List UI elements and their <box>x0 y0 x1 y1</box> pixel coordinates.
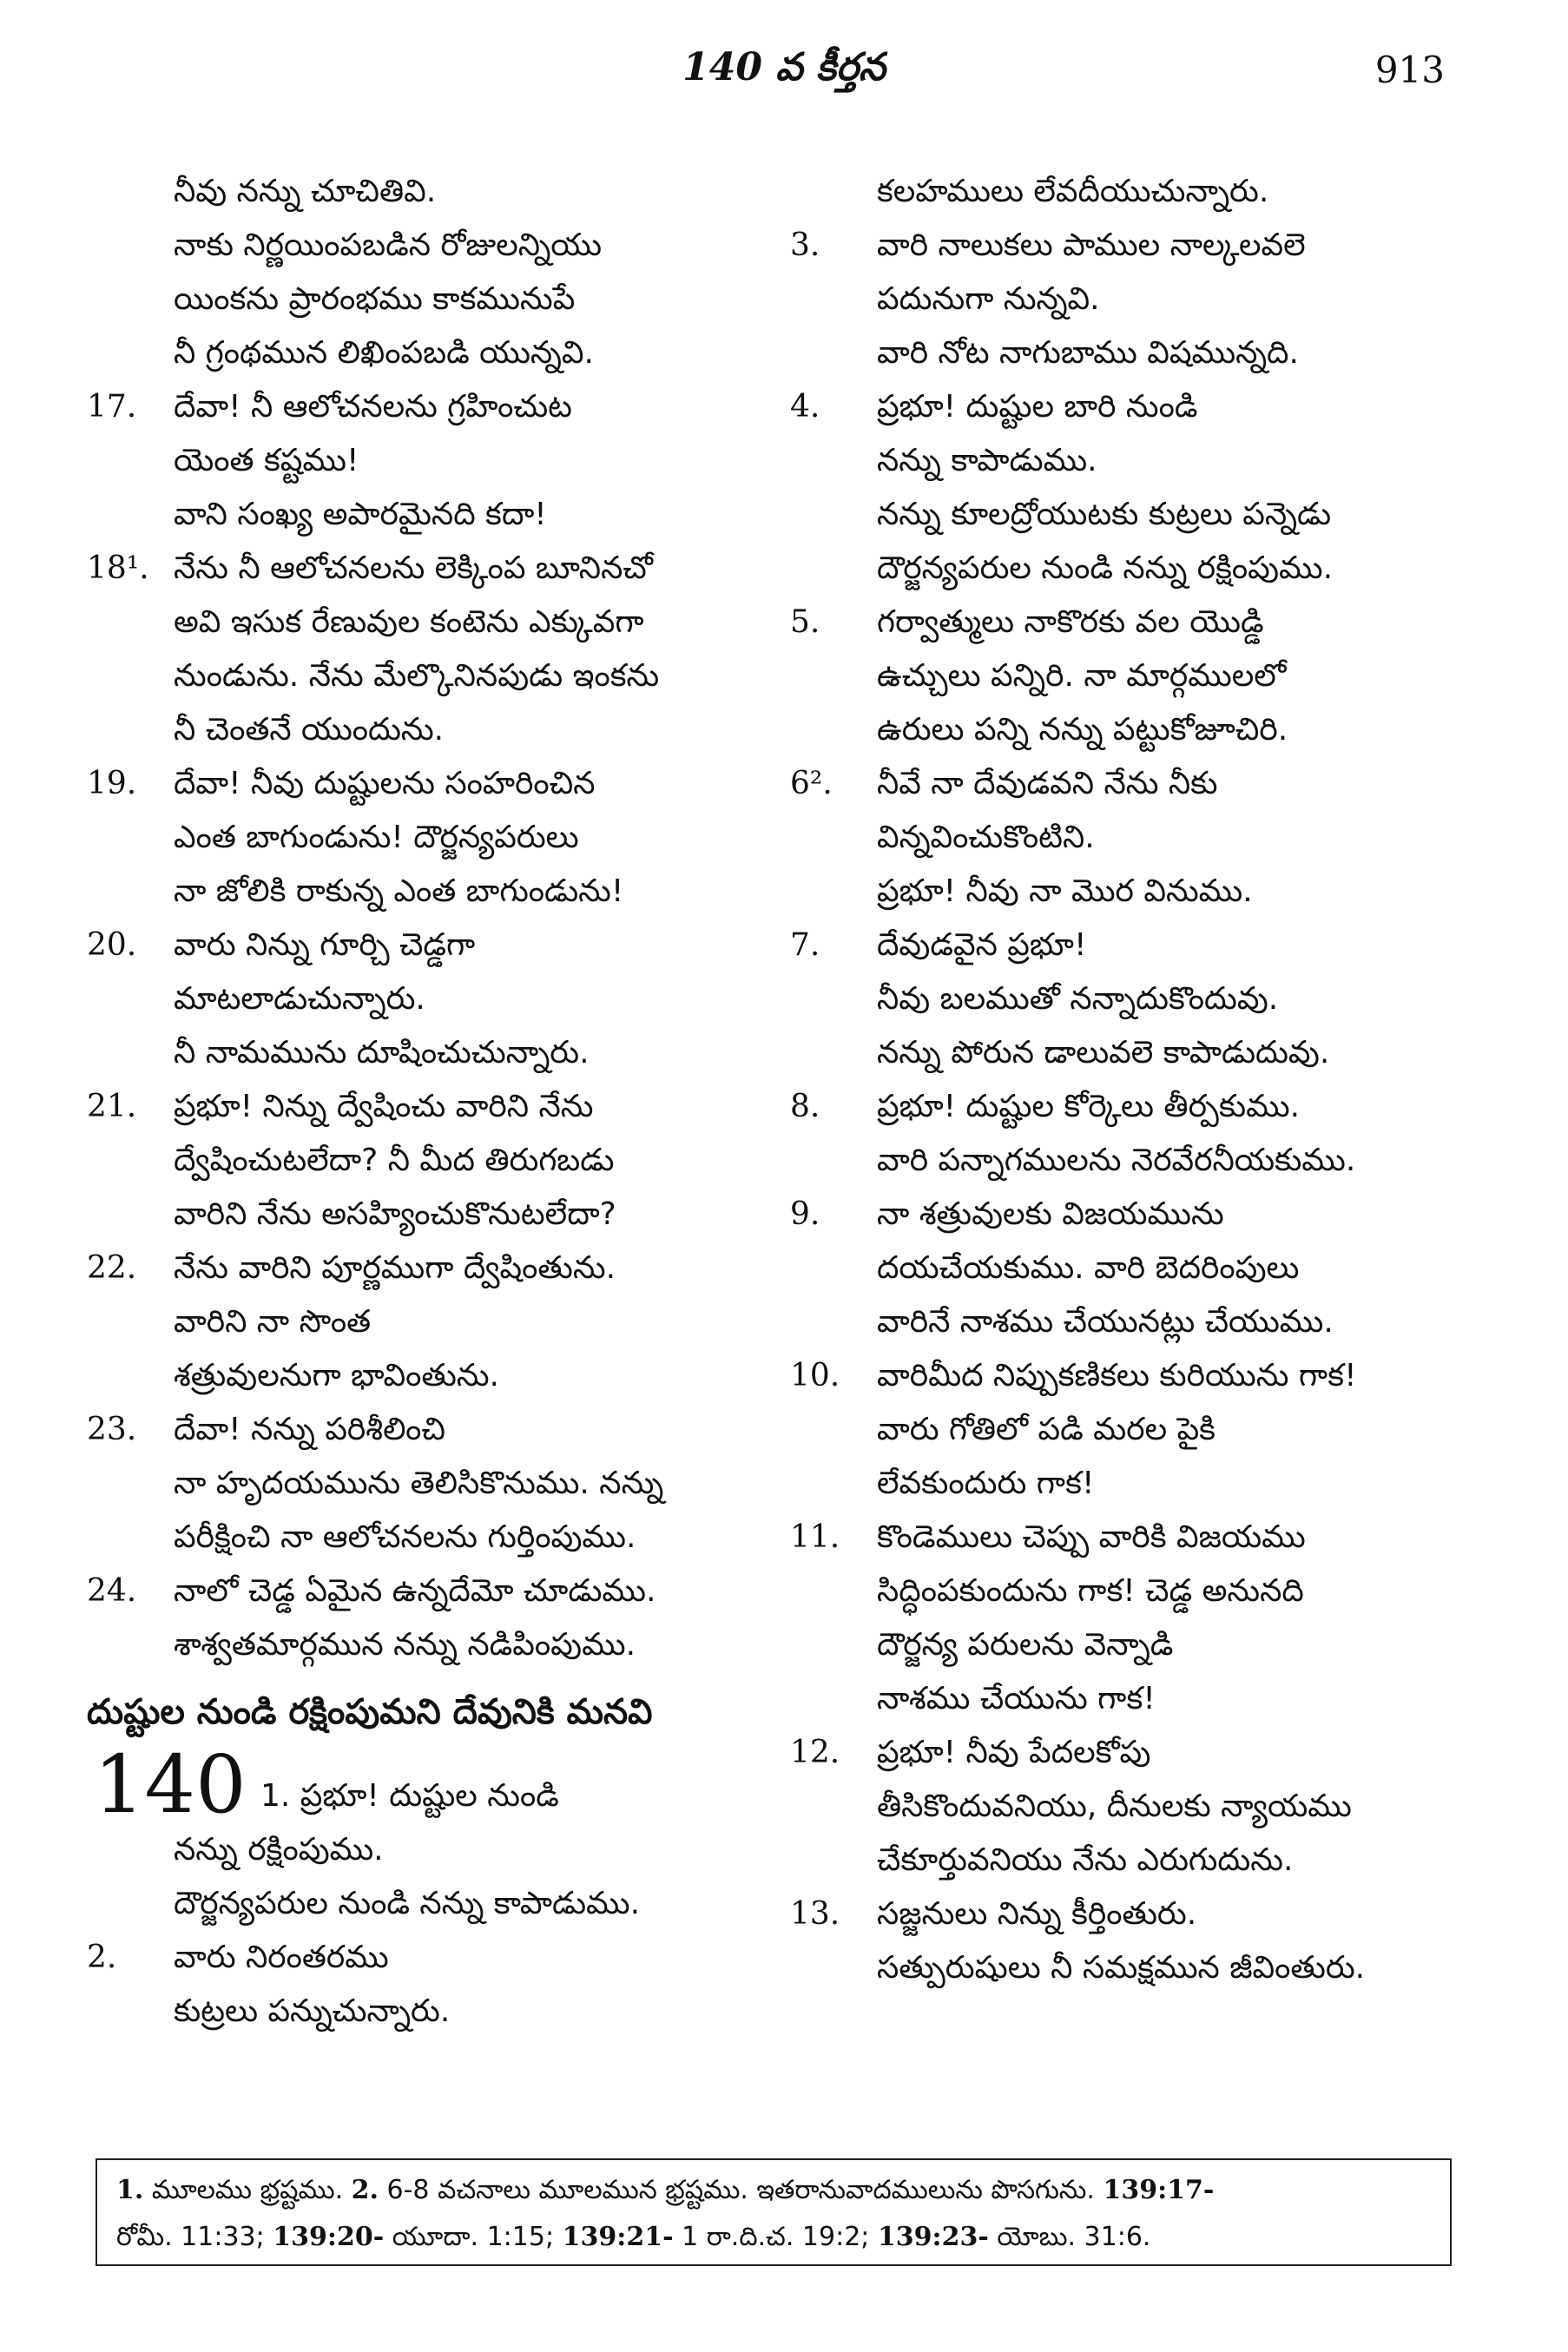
verse-text: వారిమీద నిప్పుకణికలు కురియును గాక! <box>877 1358 1357 1393</box>
verse-text: ప్రభూ! నీవు పేదలకోపు <box>877 1735 1151 1770</box>
verse-line <box>790 1888 1459 1941</box>
psalm-number: 140 <box>94 1738 247 1831</box>
verse-text: ప్రభూ! నీవు నా మొర వినుము. <box>877 873 1253 909</box>
verse-number: 19. <box>87 766 137 801</box>
verse-line <box>87 1242 755 1295</box>
verse-text: నాలో చెడ్డ ఏమైన ఉన్నదేమో చూడుము. <box>174 1573 656 1609</box>
verse-text: వారి నాలుకలు పాముల నాల్కలవలె <box>877 227 1306 263</box>
verse-line <box>790 596 1459 649</box>
verse-text: నీ గ్రంథమున లిఖింపబడి యున్నవి. <box>174 335 594 371</box>
footnote-text: 6-8 వచనాలు మూలమున భ్రష్టము. ఇతరానువాదములును పొసగును. <box>378 2175 1104 2205</box>
verse-text: ఉరులు పన్ని నన్ను పట్టుకోజూచిరి. <box>877 712 1288 748</box>
verse-line <box>790 1780 1459 1834</box>
verse-line <box>87 1985 755 2039</box>
verse-line <box>87 165 755 219</box>
verse-line <box>790 1080 1459 1134</box>
verse-text: ప్రభూ! నిన్ను ద్వేషించు వారిని నేను <box>174 1089 594 1124</box>
verse-line <box>87 1080 755 1134</box>
page-number: 913 <box>1374 49 1445 91</box>
verse-line <box>790 1726 1459 1780</box>
footnote-text: 1 రా.ది.చ. 19:2; <box>673 2222 878 2252</box>
verse-line <box>790 1511 1459 1565</box>
verse-text: నా జోలికి రాకున్న ఎంత బాగుండును! <box>174 873 624 909</box>
verse-line <box>790 1618 1459 1672</box>
verse-text: పదునుగా నున్నవి. <box>877 281 1100 317</box>
footnote-text: యోబు. 31:6. <box>988 2222 1151 2252</box>
verse-text: వారినే నాశము చేయునట్లు చేయుము. <box>877 1304 1334 1340</box>
verse-line <box>790 1565 1459 1618</box>
verse-number: 18¹. <box>87 550 149 586</box>
verse-text: వారి పన్నాగములను నెరవేరనీయకుము. <box>877 1143 1356 1178</box>
verse-text: వారు నిరంతరము <box>174 1940 389 1975</box>
verse-line <box>87 1188 755 1242</box>
verse-line <box>790 1295 1459 1349</box>
verse-line <box>790 1834 1459 1888</box>
psalm-start <box>87 1738 755 1831</box>
verse-text: నీ చెంతనే యుందును. <box>174 712 445 748</box>
verse-line <box>87 757 755 811</box>
verse-text: నాశము చేయును గాక! <box>877 1681 1156 1716</box>
verse-text: దేవుడవైన ప్రభూ! <box>877 927 1087 963</box>
verse-line <box>790 219 1459 273</box>
verse-number: 3. <box>790 227 820 263</box>
verse-number: 9. <box>790 1196 820 1232</box>
verse-text: దౌర్జన్యపరుల నుండి నన్ను రక్షింపుము. <box>877 550 1334 586</box>
verse-line <box>790 703 1459 757</box>
verse-text: నా హృదయమును తెలిసికొనుము. నన్ను <box>174 1466 664 1501</box>
verse-line <box>87 1134 755 1188</box>
verse-text: కలహములు లేవదీయుచున్నారు. <box>877 174 1269 209</box>
section-heading: దుష్టుల నుండి రక్షింపుమని దేవునికి మనవి <box>87 1692 653 1732</box>
verse-text: నన్ను పోరున డాలువలె కాపాడుదువు. <box>877 1035 1330 1071</box>
verse-line <box>790 1672 1459 1726</box>
verse-text: కొండెములు చెప్పు వారికి విజయము <box>877 1519 1306 1555</box>
verse-text: దేవా! నీ ఆలోచనలను గ్రహించుట <box>174 389 572 425</box>
verse-line <box>87 1823 755 1877</box>
verse-text: నీవు బలముతో నన్నాదుకొందువు. <box>877 981 1279 1017</box>
verse-line <box>790 1134 1459 1188</box>
verse-line <box>87 1295 755 1349</box>
verse-text: సత్పురుషులు నీ సమక్షమున జీవింతురు. <box>877 1950 1366 1986</box>
verse-line <box>87 1877 755 1931</box>
verse-text: నీవు నన్ను చూచితివి. <box>174 174 437 209</box>
verse-number: 7. <box>790 927 820 963</box>
verse-text: ఎంత బాగుండును! దౌర్జన్యపరులు <box>174 820 579 855</box>
verse-line <box>790 865 1459 919</box>
footnote-line-1 <box>116 2167 1431 2214</box>
verse-number: 5. <box>790 604 820 640</box>
footnote-text: యూదా. 1:15; <box>384 2222 563 2252</box>
verse-text: నన్ను కూలద్రోయుటకు కుట్రలు పన్నెడు <box>877 497 1332 532</box>
verse-number: 2. <box>87 1940 117 1975</box>
cross-reference: 139:17- <box>1103 2175 1215 2205</box>
verse-text: ఉచ్చులు పన్నిరి. నా మార్గములలో <box>877 658 1287 694</box>
verse-line <box>790 1188 1459 1242</box>
verse-line <box>87 488 755 542</box>
cross-reference: 139:23- <box>877 2222 989 2252</box>
right-column <box>790 165 1459 1995</box>
verse-text: లేవకుందురు గాక! <box>877 1466 1095 1501</box>
verse-line <box>790 434 1459 488</box>
verse-text: దేవా! నన్ను పరిశీలించి <box>174 1412 446 1447</box>
verse-line <box>87 649 755 703</box>
verse-text: కుట్రలు పన్నుచున్నారు. <box>174 1993 451 2029</box>
verse-line <box>790 326 1459 380</box>
verse-line <box>87 1618 755 1672</box>
verse-number: 8. <box>790 1089 820 1124</box>
verse-line <box>87 1931 755 1985</box>
verse-line <box>790 919 1459 972</box>
verse-text: అవి ఇసుక రేణువుల కంటెను ఎక్కువగా <box>174 604 644 640</box>
psalm-first-verse: 1. ప్రభూ! దుష్టుల నుండి <box>260 1778 559 1814</box>
verse-text: నేను నీ ఆలోచనలను లెక్కింప బూనినచో <box>174 550 653 586</box>
verse-text: నన్ను రక్షింపుము. <box>174 1832 384 1868</box>
verse-line <box>87 1511 755 1565</box>
verse-text: దౌర్జన్య పరులను వెన్నాడి <box>877 1627 1174 1663</box>
left-column <box>87 165 755 2039</box>
verse-number: 22. <box>87 1250 137 1286</box>
verse-line <box>87 542 755 596</box>
verse-text: దేవా! నీవు దుష్టులను సంహరించిన <box>174 766 596 801</box>
footnote-marker: 2. <box>351 2175 379 2205</box>
verse-line <box>87 1565 755 1618</box>
verse-number: 12. <box>790 1735 840 1770</box>
verse-text: గర్వాత్ములు నాకొరకు వల యొడ్డి <box>877 604 1264 640</box>
verse-text: వారిని నేను అసహ్యించుకొనుటలేదా? <box>174 1196 616 1232</box>
footnote-box <box>96 2158 1452 2266</box>
verse-number: 20. <box>87 927 137 963</box>
verse-number: 17. <box>87 389 137 425</box>
verse-line <box>790 165 1459 219</box>
verse-text: యింకను ప్రారంభము కాకమునుపే <box>174 281 576 317</box>
verse-number: 23. <box>87 1412 137 1447</box>
verse-text: ప్రభూ! దుష్టుల కోర్కెలు తీర్పకుము. <box>877 1089 1301 1124</box>
verse-line <box>790 1457 1459 1511</box>
verse-text: వారి నోట నాగుబాము విషమున్నది. <box>877 335 1299 371</box>
verse-text: నుండును. నేను మేల్కొనినపుడు ఇంకను <box>174 658 660 694</box>
verse-text: నా శత్రువులకు విజయమును <box>877 1196 1224 1232</box>
verse-text: పరీక్షించి నా ఆలోచనలను గుర్తింపుము. <box>174 1519 636 1555</box>
verse-text: సిద్ధింపకుందును గాక! చెడ్డ అనునది <box>877 1573 1304 1609</box>
verse-line <box>87 380 755 434</box>
verse-text: వారు గోతిలో పడి మరల పైకి <box>877 1412 1216 1447</box>
verse-text: శత్రువులనుగా భావింతును. <box>174 1358 500 1393</box>
verse-number: 6². <box>790 766 833 801</box>
verse-line <box>87 596 755 649</box>
verse-line <box>790 488 1459 542</box>
verse-line <box>790 811 1459 865</box>
verse-text: నాకు నిర్ణయింపబడిన రోజులన్నియు <box>174 227 603 263</box>
verse-text: దయచేయకుము. వారి బెదరింపులు <box>877 1250 1300 1286</box>
verse-number: 10. <box>790 1358 840 1393</box>
verse-line <box>87 865 755 919</box>
verse-number: 11. <box>790 1519 840 1555</box>
verse-line <box>790 542 1459 596</box>
verse-line <box>87 703 755 757</box>
verse-line <box>790 972 1459 1026</box>
verse-text: ద్వేషించుటలేదా? నీ మీద తిరుగబడు <box>174 1143 615 1178</box>
verse-line <box>87 219 755 273</box>
verse-text: నీ నామమును దూషించుచున్నారు. <box>174 1035 590 1071</box>
verse-text: దౌర్జన్యపరుల నుండి నన్ను కాపాడుము. <box>174 1886 641 1921</box>
verse-line <box>790 757 1459 811</box>
verse-line <box>790 1403 1459 1457</box>
verse-line <box>87 972 755 1026</box>
verse-number: 4. <box>790 389 820 425</box>
verse-number: 13. <box>790 1896 840 1932</box>
verse-text: వారిని నా సొంత <box>174 1304 372 1340</box>
verse-line <box>790 1941 1459 1995</box>
verse-text: శాశ్వతమార్గమున నన్ను నడిపింపుము. <box>174 1627 636 1663</box>
footnote-marker: 1. <box>116 2175 144 2205</box>
verse-line <box>87 919 755 972</box>
verse-text: మాటలాడుచున్నారు. <box>174 981 425 1017</box>
verse-line <box>790 273 1459 326</box>
verse-line <box>87 1457 755 1511</box>
verse-text: నీవే నా దేవుడవని నేను నీకు <box>877 766 1218 801</box>
cross-reference: 139:21- <box>562 2222 674 2252</box>
verse-text: విన్నవించుకొంటిని. <box>877 820 1095 855</box>
verse-text: వాని సంఖ్య అపారమైనది కదా! <box>174 497 547 532</box>
verse-line <box>87 811 755 865</box>
verse-line <box>790 1242 1459 1295</box>
verse-line <box>87 1026 755 1080</box>
verse-text: చేకూర్తువనియు నేను ఎరుగుదును. <box>877 1842 1294 1878</box>
verse-line <box>87 273 755 326</box>
verse-text: సజ్జనులు నిన్ను కీర్తింతురు. <box>877 1896 1197 1932</box>
verse-line <box>87 1403 755 1457</box>
verse-line <box>87 326 755 380</box>
page-header <box>0 45 1568 106</box>
verse-text: తీసికొందువనియు, దీనులకు న్యాయము <box>877 1789 1352 1824</box>
cross-reference: 139:20- <box>273 2222 385 2252</box>
verse-line <box>790 649 1459 703</box>
verse-text: ప్రభూ! దుష్టుల బారి నుండి <box>877 389 1198 425</box>
verse-text: యెంత కష్టము! <box>174 443 359 478</box>
footnote-line-2 <box>116 2214 1431 2261</box>
verse-line <box>87 1349 755 1403</box>
footnote-text: రోమీ. 11:33; <box>116 2222 273 2252</box>
verse-text: నేను వారిని పూర్ణముగా ద్వేషింతును. <box>174 1250 616 1286</box>
verse-line <box>790 380 1459 434</box>
verse-number: 24. <box>87 1573 137 1609</box>
verse-line <box>790 1349 1459 1403</box>
verse-number: 21. <box>87 1089 137 1124</box>
footnote-text: మూలము భ్రష్టము. <box>143 2175 352 2205</box>
verse-line <box>790 1026 1459 1080</box>
verse-text: నన్ను కాపాడుము. <box>877 443 1097 478</box>
verse-line <box>87 434 755 488</box>
verse-text: వారు నిన్ను గూర్చి చెడ్డగా <box>174 927 476 963</box>
chapter-title: 140 వ కీర్తన <box>682 45 886 89</box>
